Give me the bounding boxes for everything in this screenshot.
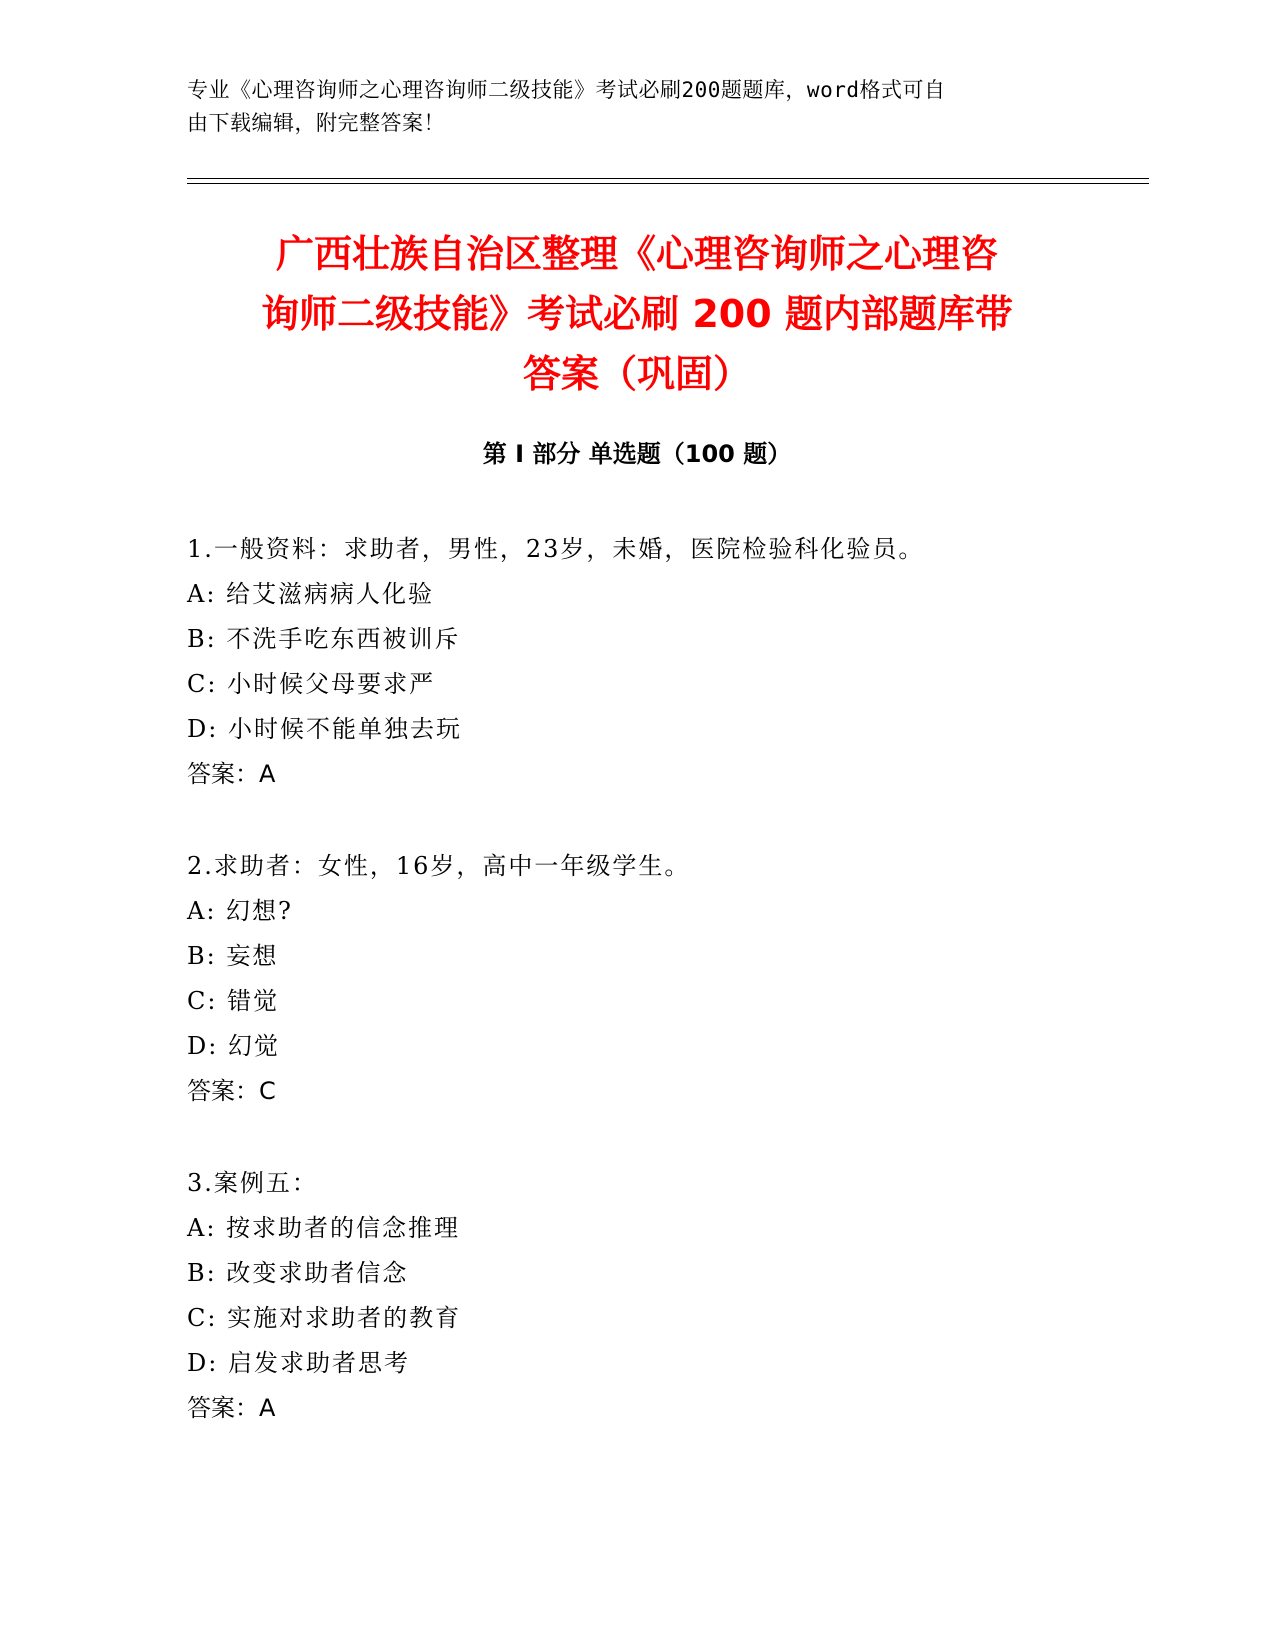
option-a: A: 按求助者的信念推理	[187, 1214, 461, 1242]
header-note	[187, 74, 1087, 140]
option-d: D: 启发求助者思考	[187, 1349, 410, 1377]
option-b: B: 妄想	[187, 942, 279, 970]
document-title-line-2: 询师二级技能》考试必刷 200 题内部题库带	[261, 292, 1013, 336]
question-3	[187, 1161, 1087, 1431]
answer: 答案：A	[187, 760, 276, 788]
header-divider-top	[187, 178, 1149, 179]
option-b: B: 不洗手吃东西被训斥	[187, 625, 461, 653]
section-heading: 第 I 部分 单选题（100 题）	[482, 440, 792, 468]
question-stem: 3.案例五：	[187, 1169, 318, 1197]
header-note-line-1: 专业《心理咨询师之心理咨询师二级技能》考试必刷200题题库，word格式可自	[187, 78, 946, 102]
option-c: C: 错觉	[187, 987, 280, 1015]
option-b: B: 改变求助者信念	[187, 1259, 409, 1287]
header-divider-bottom	[187, 183, 1149, 184]
header-note-line-2: 由下载编辑，附完整答案！	[187, 111, 445, 135]
question-2	[187, 844, 1087, 1114]
answer: 答案：C	[187, 1077, 276, 1105]
option-c: C: 实施对求助者的教育	[187, 1304, 462, 1332]
option-d: D: 小时候不能单独去玩	[187, 715, 462, 743]
question-stem: 1.一般资料：求助者，男性，23岁，未婚，医院检验科化验员。	[187, 535, 925, 563]
document-title-line-3: 答案（巩固）	[522, 352, 751, 396]
answer: 答案：A	[187, 1394, 276, 1422]
question-1	[187, 527, 1087, 797]
document-title-line-1: 广西壮族自治区整理《心理咨询师之心理咨	[275, 232, 998, 276]
option-a: A: 幻想?	[187, 897, 293, 925]
question-stem: 2.求助者：女性，16岁，高中一年级学生。	[187, 852, 691, 880]
option-a: A: 给艾滋病病人化验	[187, 580, 435, 608]
option-c: C: 小时候父母要求严	[187, 670, 436, 698]
option-d: D: 幻觉	[187, 1032, 280, 1060]
document-title	[187, 224, 1087, 404]
